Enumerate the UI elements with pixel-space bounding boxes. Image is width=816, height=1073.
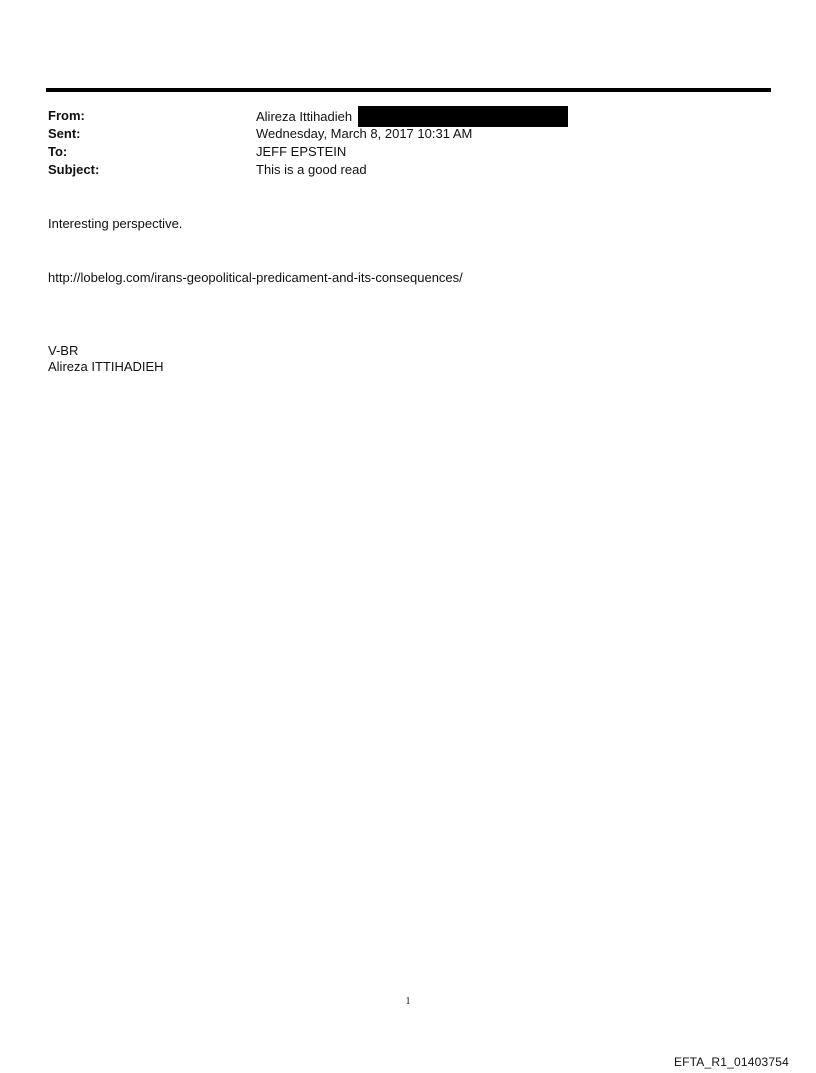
subject-value: This is a good read: [256, 162, 367, 177]
to-value: JEFF EPSTEIN: [256, 144, 347, 159]
subject-label: Subject:: [48, 162, 100, 177]
signature-name: Alireza ITTIHADIEH: [48, 359, 164, 374]
body-link: http://lobelog.com/irans-geopolitical-predicament-and-its-consequences/: [48, 270, 463, 285]
sent-label: Sent:: [48, 126, 81, 141]
from-label: From:: [48, 108, 85, 123]
header-divider: [46, 88, 771, 92]
signoff: V-BR: [48, 343, 79, 358]
sender-name: Alireza Ittihadieh: [256, 108, 353, 124]
document-id: EFTA_R1_01403754: [673, 1055, 789, 1069]
body-intro: Interesting perspective.: [48, 216, 183, 231]
sent-value: Wednesday, March 8, 2017 10:31 AM: [256, 126, 473, 141]
to-label: To:: [48, 144, 68, 159]
page-number: 1: [405, 996, 411, 1007]
redaction-block: [358, 106, 568, 127]
